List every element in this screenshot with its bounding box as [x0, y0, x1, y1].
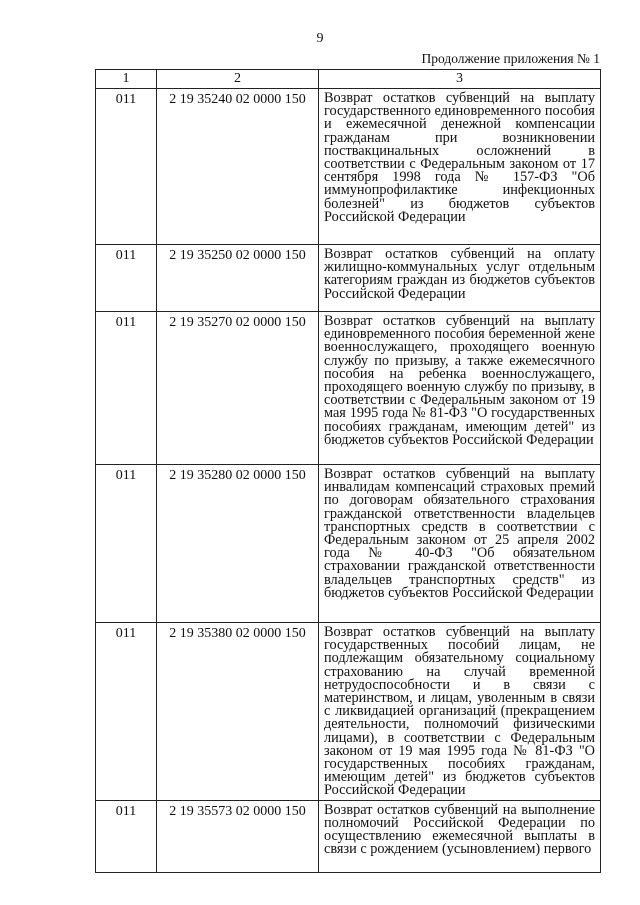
continuation-label: Продолжение приложения № 1 — [421, 51, 600, 66]
description-cell: Возврат остатков субвенций на выплату государственных пособий лицам, не подлежащим обязательному социальному страхованию на случай временной нетрудоспособности и в связи с материнством, и лицам, уволенным в связи с ликвидацией организаций (прекращением деятельности, полномочий физическими лицами), в соответствии с Федеральным законом от 19 мая 1995 года № 81-ФЗ "О государственных пособиях гражданам, имеющим детей" из бюджетов субъектов Российской Федерации — [319, 623, 601, 801]
budget-code-cell: 2 19 35240 02 0000 150 — [157, 89, 319, 245]
admin-code-cell: 011 — [96, 312, 157, 465]
description-cell: Возврат остатков субвенций на оплату жилищно-коммунальных услуг отдельным категориям граждан из бюджетов субъектов Российской Федерации — [319, 245, 601, 312]
table-row — [96, 245, 601, 312]
table-row — [96, 312, 601, 465]
budget-code-cell: 2 19 35250 02 0000 150 — [157, 245, 319, 312]
admin-code-cell: 011 — [96, 800, 157, 872]
description-cell: Возврат остатков субвенций на выплату инвалидам компенсаций страховых премий по договорам обязательного страхования гражданской ответственности владельцев транспортных средств в соответствии с Федеральным законом от 25 апреля 2002 года № 40-ФЗ "Об обязательном страховании гражданской ответственности владельцев транспортных средств" из бюджетов субъектов Российской Федерации — [319, 465, 601, 623]
description-cell: Возврат остатков субвенций на выполнение полномочий Российской Федерации по осуществлению ежемесячной выплаты в связи с рождением (усыновлением) первого — [319, 800, 601, 872]
description-cell: Возврат остатков субвенций на выплату единовременного пособия беременной жене военнослужащего, проходящего военную службу по призыву, а также ежемесячного пособия на ребенка военнослужащего, проходящего военную службу по призыву, в соответствии с Федеральным законом от 19 мая 1995 года № 81-ФЗ "О государственных пособиях гражданам, имеющим детей" из бюджетов субъектов Российской Федерации — [319, 312, 601, 465]
budget-code-cell: 2 19 35573 02 0000 150 — [157, 800, 319, 872]
admin-code-cell: 011 — [96, 465, 157, 623]
column-header-1: 1 — [96, 70, 157, 89]
page-number: 9 — [316, 31, 324, 46]
table-row — [96, 800, 601, 872]
admin-code-cell: 011 — [96, 623, 157, 801]
budget-code-cell: 2 19 35380 02 0000 150 — [157, 623, 319, 801]
budget-code-cell: 2 19 35270 02 0000 150 — [157, 312, 319, 465]
admin-code-cell: 011 — [96, 89, 157, 245]
table-row — [96, 623, 601, 801]
column-header-3: 3 — [319, 70, 601, 89]
column-header-2: 2 — [157, 70, 319, 89]
admin-code-cell: 011 — [96, 245, 157, 312]
header-row — [96, 70, 601, 89]
description-cell: Возврат остатков субвенций на выплату государственного единовременного пособия и ежемесячной денежной компенсации гражданам при возникновении поствакцинальных осложнений в соответствии с Федеральным законом от 17 сентября 1998 года № 157-ФЗ "Об иммунопрофилактике инфекционных болезней" из бюджетов субъектов Российской Федерации — [319, 89, 601, 245]
table-row — [96, 465, 601, 623]
budget-code-cell: 2 19 35280 02 0000 150 — [157, 465, 319, 623]
table-row — [96, 89, 601, 245]
appendix-table — [95, 69, 601, 873]
